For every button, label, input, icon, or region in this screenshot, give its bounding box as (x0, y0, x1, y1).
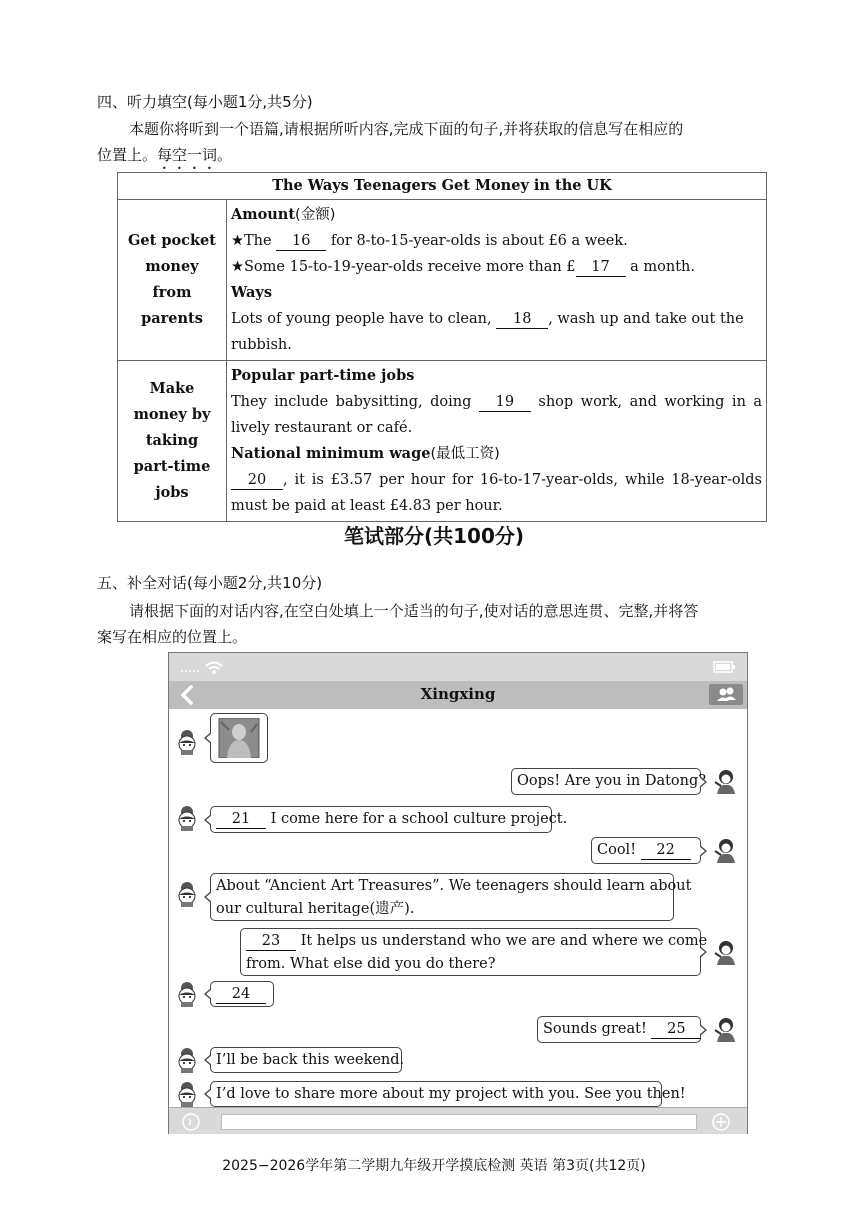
section4-heading: 四、听力填空(每小题1分,共5分) (97, 93, 313, 111)
text: Lots of young people have to clean, (231, 311, 492, 327)
ways-label: Ways (231, 284, 273, 301)
section5-instruction-line2: 案写在相应的位置上。 (97, 628, 248, 646)
written-part-title: 笔试部分(共100分) (343, 524, 525, 548)
wage-cn: (最低工资) (430, 446, 500, 462)
message-line: About “Ancient Art Treasures”. We teenagers should learn about (216, 878, 692, 894)
answer-blank-18[interactable]: 18 (496, 310, 548, 329)
table-title: The Ways Teenagers Get Money in the UK (118, 173, 767, 200)
message-text: Cool! (597, 842, 637, 858)
amount-label: Amount (231, 206, 296, 223)
chat-message-xingxing (210, 873, 692, 921)
chat-message-me (240, 928, 708, 976)
section4-instruction: 本题你将听到一个语篇,请根据所听内容,完成下面的句子,并将获取的信息写在相应的 (129, 120, 684, 138)
section5-heading: 五、补全对话(每小题2分,共10分) (97, 574, 323, 592)
table-line (231, 254, 762, 280)
answer-blank-20[interactable]: 20 (231, 471, 283, 490)
avatar-xingxing (175, 1081, 199, 1107)
jobs-label: Popular part-time jobs (231, 367, 415, 384)
message-text: I come here for a school culture project. (270, 811, 568, 827)
text: for 8-to-15-year-olds is about £6 a week. (330, 233, 628, 249)
ways-line (231, 280, 762, 306)
chat-message-me (537, 1016, 701, 1043)
message-text: Oops! Are you in Datong? (517, 773, 707, 789)
text: ★Some 15-to-19-year-olds receive more than £ (231, 259, 576, 275)
message-text: I’d love to share more about my project with you. See you then! (216, 1086, 686, 1102)
table-line (231, 228, 762, 254)
table-line (231, 389, 762, 441)
contacts-button[interactable] (709, 684, 743, 705)
avatar-me (713, 939, 737, 965)
avatar-me (713, 837, 737, 863)
instruction-text: 位置上。 (97, 146, 158, 164)
status-bar (169, 653, 747, 681)
wage-label: National minimum wage (231, 445, 431, 462)
row-header-pocket-money: Get pocket money from parents (118, 200, 227, 361)
table-line (231, 306, 762, 358)
avatar-xingxing (175, 1047, 199, 1073)
answer-blank-19[interactable]: 19 (479, 393, 531, 412)
jobs-line (231, 363, 762, 389)
wifi-signal-icon (179, 659, 227, 675)
answer-blank-23[interactable]: 23 (246, 932, 296, 951)
avatar-xingxing (175, 729, 199, 755)
text: , it is £3.57 per hour for 16-to-17-year-olds, while 18-year-olds must be paid at least £4.83 per hour. (231, 472, 762, 514)
text: shop work, and working in a lively restaurant or café. (231, 394, 763, 436)
chat-contact-name: Xingxing (420, 685, 496, 703)
avatar-me (713, 1016, 737, 1042)
add-icon[interactable] (711, 1112, 731, 1132)
message-text: I’ll be back this weekend. (216, 1052, 405, 1068)
text: , wash up and take out the rubbish. (231, 311, 744, 353)
chat-message-me (591, 837, 701, 864)
avatar-xingxing (175, 805, 199, 831)
avatar-xingxing (175, 881, 199, 907)
battery-icon (713, 661, 737, 673)
avatar-me (713, 768, 737, 794)
row-header-part-time-jobs: Make money by taking part-time jobs (118, 361, 227, 522)
phone-chat-screen (168, 652, 748, 1134)
answer-blank-22[interactable]: 22 (641, 841, 691, 860)
contacts-icon (709, 684, 743, 705)
page-footer: 2025−2026学年第二学期九年级开学摸底检测 英语 第3页(共12页) (222, 1158, 646, 1174)
message-text: Sounds great! (543, 1021, 647, 1037)
answer-blank-16[interactable]: 16 (276, 232, 326, 251)
voice-icon[interactable] (181, 1112, 201, 1132)
row-part-time-content (227, 361, 767, 522)
chat-message-xingxing (210, 1081, 686, 1107)
instruction-emphasis: 每空一词 (157, 146, 218, 164)
answer-blank-24[interactable]: 24 (216, 985, 266, 1004)
buddha-statue-photo-icon (215, 718, 263, 758)
chat-message-me (511, 768, 707, 795)
message-text: It helps us understand who we are and where we come (300, 933, 708, 949)
photo-message[interactable] (210, 713, 268, 763)
answer-blank-25[interactable]: 25 (651, 1020, 701, 1039)
text: a month. (630, 259, 695, 275)
avatar-xingxing (175, 981, 199, 1007)
message-input[interactable] (221, 1114, 697, 1130)
listening-table (117, 172, 767, 522)
amount-line (231, 202, 762, 228)
row-pocket-money-content (227, 200, 767, 361)
message-line: our cultural heritage(遗产). (216, 901, 415, 917)
answer-blank-21[interactable]: 21 (216, 810, 266, 829)
table-line (231, 467, 762, 519)
message-line (246, 930, 708, 953)
wage-line (231, 441, 762, 467)
section4-instruction-line2 (97, 144, 232, 173)
section5-instruction: 请根据下面的对话内容,在空白处填上一个适当的句子,使对话的意思连贯、完整,并将答 (129, 602, 699, 620)
instruction-text: 。 (217, 146, 233, 164)
message-line: from. What else did you do there? (246, 956, 496, 972)
answer-blank-17[interactable]: 17 (576, 258, 626, 277)
chat-message-xingxing (210, 806, 568, 833)
chat-message-xingxing (210, 1047, 405, 1073)
text: They include babysitting, doing (231, 394, 472, 410)
text: ★The (231, 233, 272, 249)
chat-message-xingxing (210, 981, 274, 1007)
amount-cn: (金额) (295, 207, 336, 223)
